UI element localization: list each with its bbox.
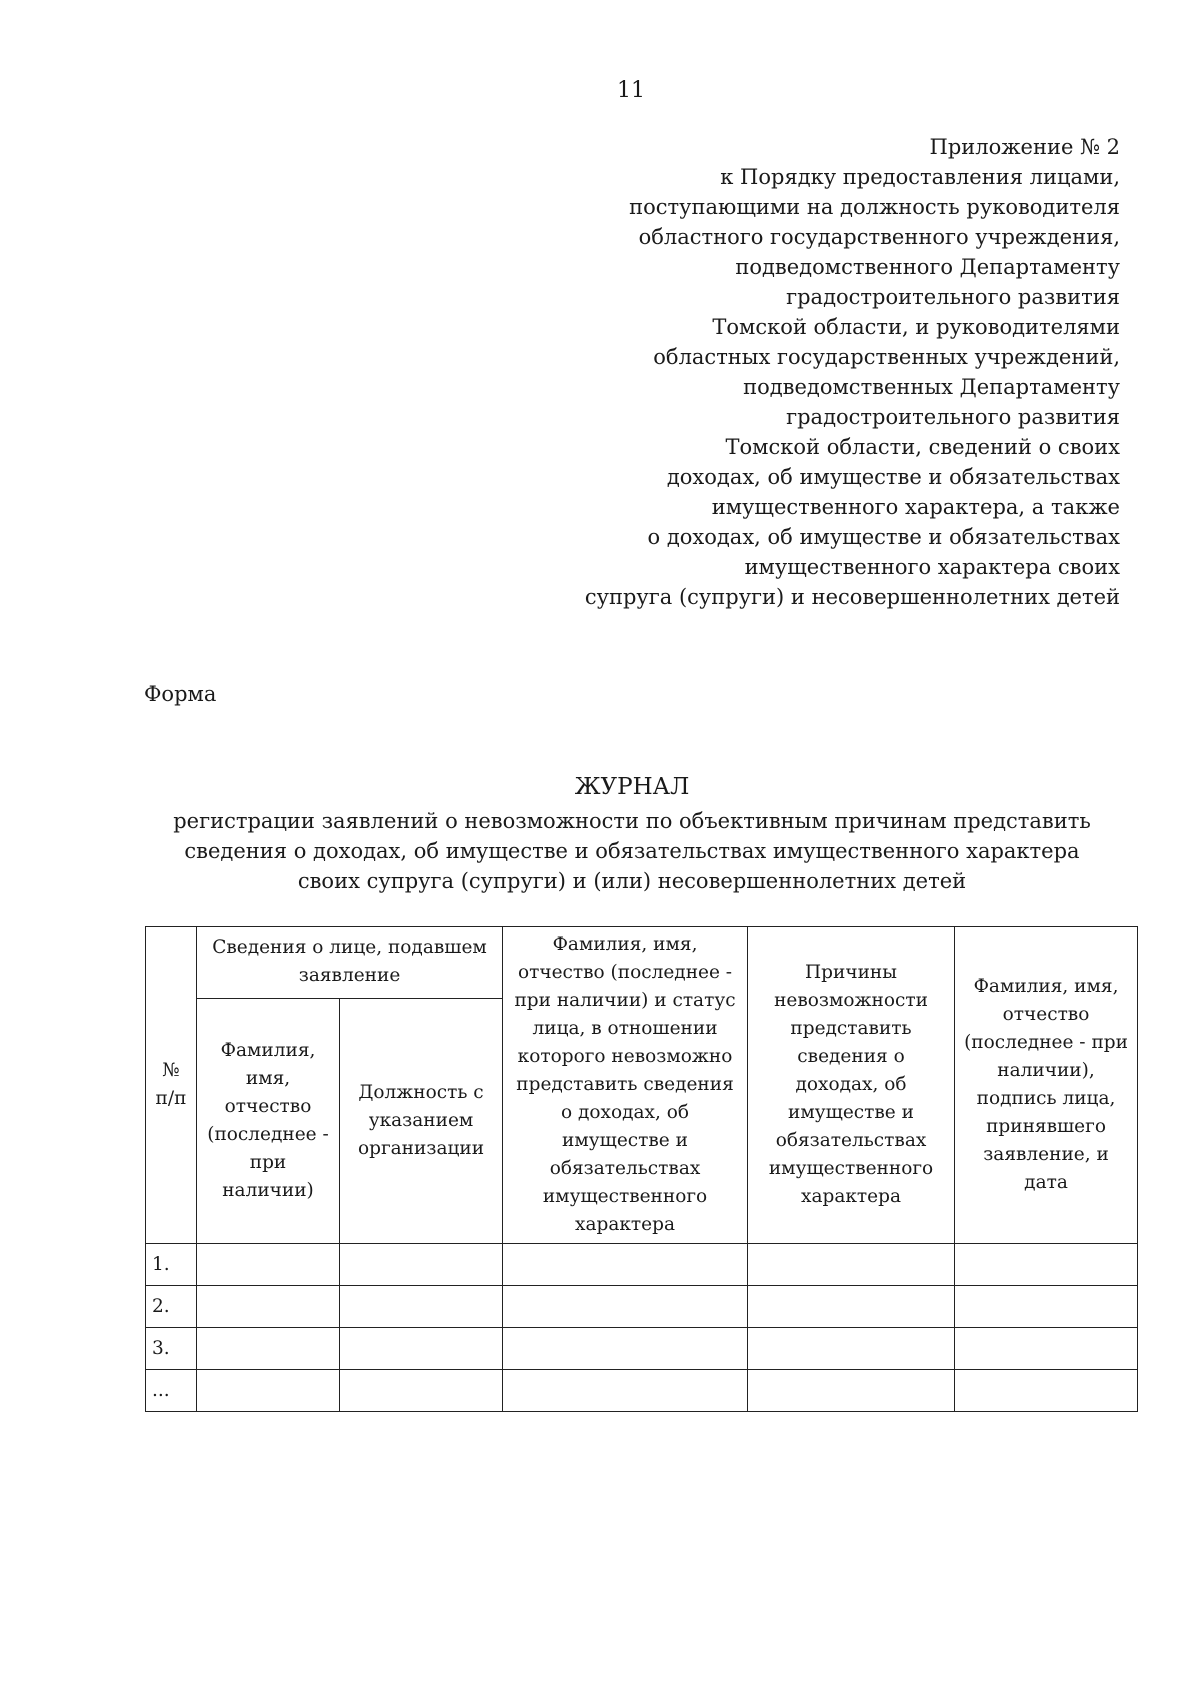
table-cell — [503, 1286, 748, 1328]
table-cell — [197, 1244, 340, 1286]
table-row — [146, 1370, 1138, 1412]
journal-title: ЖУРНАЛ — [574, 774, 690, 800]
appendix-line: областного государственного учреждения, — [638, 225, 1120, 249]
form-label: Форма — [144, 682, 217, 706]
journal-subtitle-line: регистрации заявлений о невозможности по объективным причинам представить — [173, 809, 1091, 833]
register-table — [145, 926, 1138, 1412]
table-cell — [503, 1370, 748, 1412]
table-cell — [748, 1286, 955, 1328]
row-number: 3. — [146, 1328, 197, 1370]
appendix-line: Приложение № 2 — [929, 135, 1120, 159]
table-cell — [955, 1244, 1138, 1286]
appendix-line: поступающими на должность руководителя — [629, 195, 1120, 219]
table-cell — [748, 1328, 955, 1370]
row-number: 2. — [146, 1286, 197, 1328]
appendix-line: градостроительного развития — [786, 285, 1120, 309]
table-cell — [197, 1286, 340, 1328]
table-cell — [340, 1286, 503, 1328]
table-cell — [197, 1328, 340, 1370]
table-row — [146, 1328, 1138, 1370]
appendix-block — [540, 132, 1120, 612]
header-receiver: Фамилия, имя, отчество (последнее - при наличии), подпись лица, принявшего заявление, и дата — [955, 927, 1138, 1244]
header-subject-person: Фамилия, имя, отчество (последнее - при наличии) и статус лица, в отношении которого невозможно представить сведения о доходах, об имуществе и обязательствах имущественного характера — [503, 927, 748, 1244]
table-cell — [503, 1328, 748, 1370]
table-cell — [503, 1244, 748, 1286]
journal-subtitle-line: сведения о доходах, об имуществе и обязательствах имущественного характера — [184, 839, 1080, 863]
table-cell — [340, 1370, 503, 1412]
page-number: 11 — [617, 78, 645, 103]
header-applicant-name: Фамилия, имя, отчество (последнее - при наличии) — [197, 998, 340, 1243]
table-row — [146, 1244, 1138, 1286]
appendix-line: доходах, об имуществе и обязательствах — [666, 465, 1120, 489]
table-cell — [955, 1286, 1138, 1328]
appendix-line: о доходах, об имуществе и обязательствах — [647, 525, 1120, 549]
table-cell — [955, 1328, 1138, 1370]
appendix-line: Томской области, и руководителями — [712, 315, 1120, 339]
journal-subtitle-line: своих супруга (супруги) и (или) несовершеннолетних детей — [297, 869, 967, 893]
appendix-line: областных государственных учреждений, — [653, 345, 1120, 369]
table-cell — [748, 1244, 955, 1286]
table-cell — [955, 1370, 1138, 1412]
table-cell — [340, 1328, 503, 1370]
row-number: 1. — [146, 1244, 197, 1286]
appendix-line: подведомственного Департаменту — [735, 255, 1120, 279]
table-cell — [340, 1244, 503, 1286]
appendix-line: к Порядку предоставления лицами, — [720, 165, 1120, 189]
appendix-line: градостроительного развития — [786, 405, 1120, 429]
row-number: ... — [146, 1370, 197, 1412]
appendix-line: имущественного характера, а также — [711, 495, 1120, 519]
journal-subtitle — [130, 806, 1134, 896]
table-cell — [197, 1370, 340, 1412]
header-applicant-group: Сведения о лице, подавшем заявление — [197, 927, 503, 999]
table-row — [146, 1286, 1138, 1328]
table-cell — [748, 1370, 955, 1412]
header-applicant-position: Должность с указанием организации — [340, 998, 503, 1243]
appendix-line: имущественного характера своих — [744, 555, 1120, 579]
appendix-line: подведомственных Департаменту — [743, 375, 1120, 399]
header-num: № п/п — [146, 927, 197, 1244]
appendix-line: супруга (супруги) и несовершеннолетних детей — [584, 585, 1120, 609]
appendix-line: Томской области, сведений о своих — [725, 435, 1120, 459]
header-reasons: Причины невозможности представить сведения о доходах, об имуществе и обязательствах имущественного характера — [748, 927, 955, 1244]
